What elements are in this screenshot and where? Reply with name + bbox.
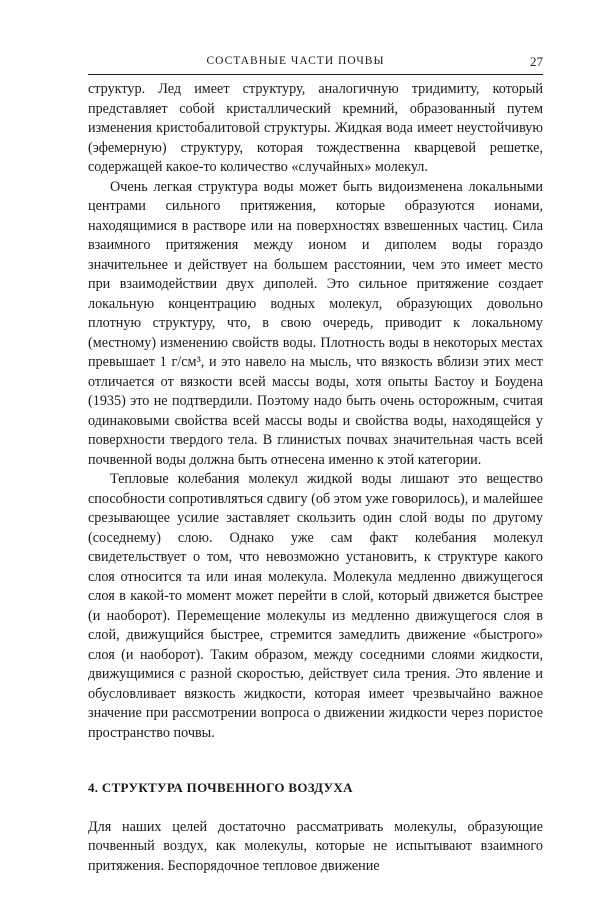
body-text [88,80,543,876]
running-header [88,52,543,75]
paragraph-continued: структур. Лед имеет структуру, аналогичную тридимиту, который представляет собой кристаллический кремний, образованный путем изменения кристобалитовой структуры. Жидкая вода имеет неустойчивую (эфемерную) структуру, которая тождественна кварцевой решетке, содержащей какое-то количество «случайных» молекул. [88,81,543,175]
section-heading: 4. СТРУКТУРА ПОЧВЕННОГО ВОЗДУХА [88,780,353,795]
book-page [88,52,543,876]
page-number: 27 [530,54,543,69]
paragraph: Очень легкая структура воды может быть видоизменена локальными центрами сильного притяжения, которые образуются ионами, находящимися в растворе или на поверхностях взвешенных частиц. Сила взаимного притяжения между ионом и диполем воды гораздо значительнее и действует на большем расстоянии, чем это имеет место при взаимодействии двух диполей. Это сильное притяжение создает локальную концентрацию водных молекул, образующих довольно плотную структуру, что, в свою очередь, приводит к локальному (местному) изменению свойств воды. Плотность воды в некоторых местах превышает 1 г/см³, и это навело на мысль, что вязкость вблизи этих мест отличается от вязкости всей массы воды, хотя опыты Бастоу и Боудена (1935) это не подтвердили. Поэтому надо быть очень осторожным, считая одинаковыми свойства всей массы воды и свойства воды, находящейся у поверхности твердого тела. В глинистых почвах значительная часть всей почвенной воды должна быть отнесена именно к этой категории. [88,178,543,468]
section-paragraph: Для наших целей достаточно рассматривать молекулы, образующие почвенный воздух, как молекулы, которые не испытывают взаимного притяжения. Беспорядочное тепловое движение [88,818,543,874]
running-title: СОСТАВНЫЕ ЧАСТИ ПОЧВЫ [206,55,385,67]
paragraph: Тепловые колебания молекул жидкой воды лишают это вещество способности сопротивляться сдвигу (об этом уже говорилось), и малейшее срезывающее усилие заставляет скользить один слой воды по другому (соседнему) слою. Однако уже сам факт колебания молекул свидетельствует о том, что невозможно установить, к структуре какого слоя относится та или иная молекула. Молекула медленно движущегося слоя в какой-то момент может перейти в слой, который движется быстрее (и наоборот). Перемещение молекулы из медленно движущегося слоя в слой, движущийся быстрее, стремится замедлить движение «быстрого» слоя (и наоборот). Таким образом, между соседними слоями жидкости, движущимися с разной скоростью, действует сила трения. Это явление и обусловливает вязкость жидкости, которая имеет чрезвычайно важное значение при рассмотрении вопроса о движении жидкости через пористое пространство почвы. [88,471,543,741]
